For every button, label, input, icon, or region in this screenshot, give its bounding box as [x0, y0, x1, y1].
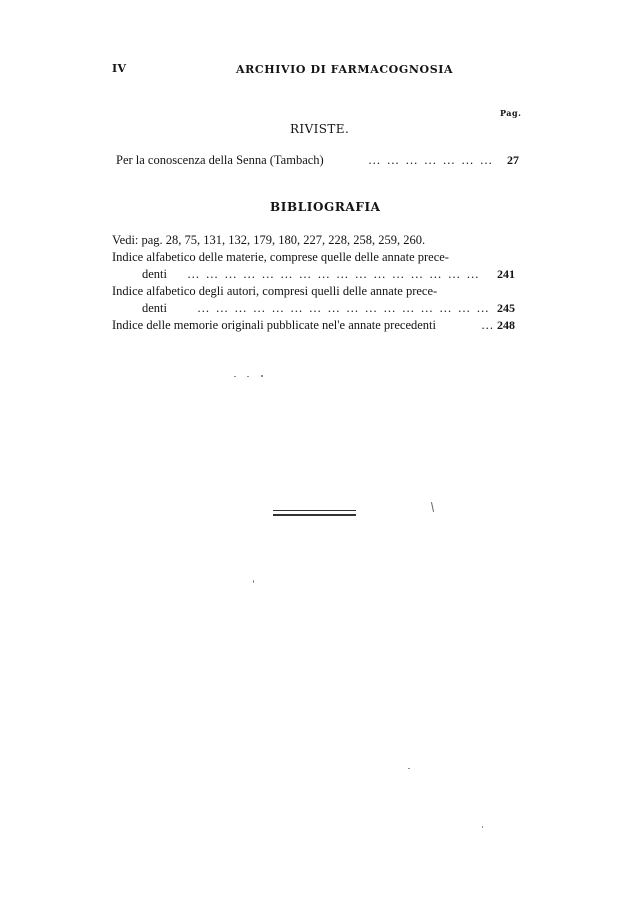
- toc-entry-page: 241: [497, 267, 515, 281]
- scan-speck: [247, 376, 249, 377]
- double-rule-top: [273, 510, 356, 511]
- vedi-line: Vedi: pag. 28, 75, 131, 132, 179, 180, 227, 228, 258, 259, 260.: [112, 233, 426, 247]
- scan-speck: [261, 375, 263, 377]
- toc-entry-page: 27: [507, 153, 519, 167]
- toc-entry-text-line1: Indice alfabetico degli autori, compresi quelli delle annate prece-: [112, 284, 438, 298]
- section-heading-riviste: RIVISTE.: [290, 122, 350, 136]
- running-title: ARCHIVIO DI FARMACOGNOSIA: [236, 63, 454, 76]
- toc-entry-page: 248: [497, 318, 515, 332]
- toc-entry-text-line2: denti: [142, 301, 167, 315]
- pag-column-label: Pag.: [500, 108, 522, 118]
- toc-entry-text-line2: denti: [142, 267, 167, 281]
- toc-entry-text: Per la conoscenza della Senna (Tambach): [116, 153, 324, 167]
- scan-speck: [253, 580, 254, 583]
- toc-entry-leader: … … … … … … … … … … … … … … … …: [187, 267, 481, 281]
- toc-entry-page: 245: [497, 301, 515, 315]
- toc-entry-text: Indice delle memorie originali pubblicate nel'e annate precedenti: [112, 318, 436, 332]
- toc-entry-leader: …: [481, 318, 495, 332]
- scan-speck: [408, 768, 410, 769]
- section-heading-bibliografia: BIBLIOGRAFIA: [270, 200, 381, 214]
- toc-entry-leader: … … … … … … … … … … … … … … … …: [197, 301, 491, 315]
- toc-entry-text-line1: Indice alfabetico delle materie, comprese quelle delle annate prece-: [112, 250, 449, 264]
- scan-speck: [482, 826, 483, 828]
- scan-mark: [431, 502, 434, 512]
- page-numeral: IV: [112, 62, 127, 75]
- scan-speck: [234, 376, 236, 377]
- double-rule-bottom: [273, 514, 356, 516]
- toc-entry-leader: … … … … … … …: [368, 153, 494, 167]
